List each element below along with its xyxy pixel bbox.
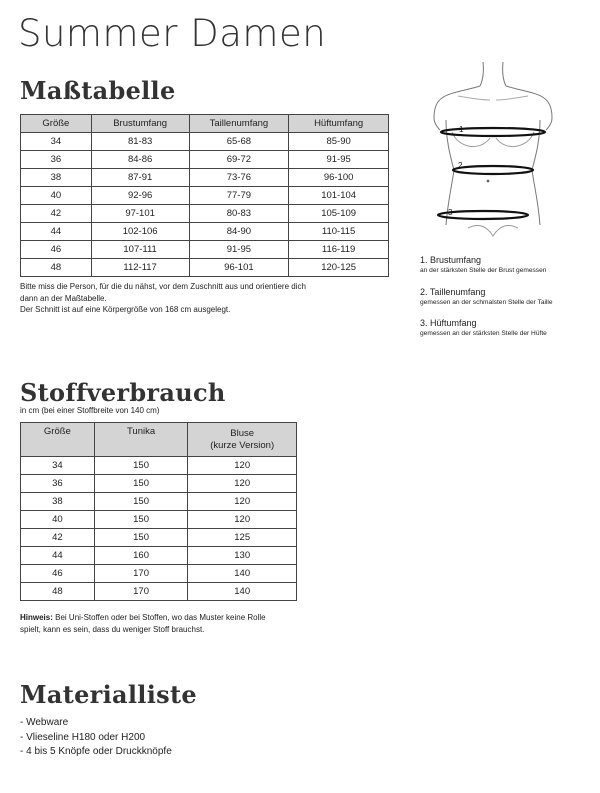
table-cell: 91-95 bbox=[289, 151, 389, 169]
table-cell: 150 bbox=[94, 475, 188, 493]
marker-2: 2 bbox=[458, 161, 463, 170]
table-cell: 84-90 bbox=[189, 223, 289, 241]
table-cell: 34 bbox=[21, 133, 92, 151]
stoff-table-header bbox=[21, 423, 297, 457]
table-cell: 160 bbox=[94, 547, 188, 565]
table-cell: 112-117 bbox=[91, 259, 189, 277]
table-cell: 107-111 bbox=[91, 241, 189, 259]
marker-1: 1 bbox=[459, 125, 464, 134]
table-cell: 96-101 bbox=[189, 259, 289, 277]
mass-header-taille: Taillenumfang bbox=[189, 115, 289, 133]
legend-huefte bbox=[420, 318, 547, 338]
table-cell: 140 bbox=[188, 565, 297, 583]
table-cell: 65-68 bbox=[189, 133, 289, 151]
table-cell: 85-90 bbox=[289, 133, 389, 151]
list-item: - Vlieseline H180 oder H200 bbox=[20, 731, 146, 743]
legend-title: 2. Taillenumfang bbox=[420, 287, 486, 297]
stoff-heading: Stoffverbrauch bbox=[20, 378, 226, 407]
table-cell: 36 bbox=[21, 151, 92, 169]
table-row bbox=[21, 493, 297, 511]
table-cell: 73-76 bbox=[189, 169, 289, 187]
table-cell: 46 bbox=[21, 565, 95, 583]
table-cell: 150 bbox=[94, 493, 188, 511]
table-cell: 130 bbox=[188, 547, 297, 565]
list-item: - 4 bis 5 Knöpfe oder Druckknöpfe bbox=[20, 746, 172, 757]
legend-brust bbox=[420, 255, 546, 275]
table-cell: 120 bbox=[188, 457, 297, 475]
table-cell: 34 bbox=[21, 457, 95, 475]
hint-text-line2: spielt, kann es sein, dass du weniger Stoff brauchst. bbox=[20, 624, 205, 634]
mass-header-groesse: Größe bbox=[21, 115, 92, 133]
marker-3: 3 bbox=[448, 208, 453, 217]
stoff-header-bluse bbox=[188, 423, 297, 457]
table-row bbox=[21, 259, 389, 277]
legend-title: 3. Hüftumfang bbox=[420, 318, 477, 328]
mass-table bbox=[20, 114, 389, 277]
table-row bbox=[21, 133, 389, 151]
table-cell: 120-125 bbox=[289, 259, 389, 277]
table-cell: 105-109 bbox=[289, 205, 389, 223]
stoff-hint bbox=[20, 612, 340, 635]
table-cell: 110-115 bbox=[289, 223, 389, 241]
table-cell: 150 bbox=[94, 529, 188, 547]
table-cell: 44 bbox=[21, 547, 95, 565]
mass-heading: Maßtabelle bbox=[20, 76, 176, 105]
stoff-subtitle: in cm (bei einer Stoffbreite von 140 cm) bbox=[20, 406, 160, 415]
table-cell: 150 bbox=[94, 457, 188, 475]
list-item: - Webware bbox=[20, 717, 69, 728]
table-row bbox=[21, 187, 389, 205]
stoff-header-bluse-line1: Bluse bbox=[230, 427, 255, 439]
legend-title: 1. Brustumfang bbox=[420, 255, 482, 265]
mass-note-line: dann an der Maßtabelle. bbox=[20, 293, 107, 303]
table-cell: 91-95 bbox=[189, 241, 289, 259]
table-cell: 116-119 bbox=[289, 241, 389, 259]
table-cell: 38 bbox=[21, 169, 92, 187]
mass-header-brust: Brustumfang bbox=[91, 115, 189, 133]
table-row bbox=[21, 205, 389, 223]
stoff-header-bluse-line2: (kurze Version) bbox=[210, 439, 275, 451]
table-row bbox=[21, 583, 297, 601]
table-cell: 80-83 bbox=[189, 205, 289, 223]
table-cell: 46 bbox=[21, 241, 92, 259]
table-cell: 150 bbox=[94, 511, 188, 529]
table-row bbox=[21, 223, 389, 241]
table-cell: 40 bbox=[21, 511, 95, 529]
table-cell: 77-79 bbox=[189, 187, 289, 205]
table-cell: 44 bbox=[21, 223, 92, 241]
page-title: Summer Damen bbox=[18, 12, 327, 55]
table-cell: 42 bbox=[21, 529, 95, 547]
table-cell: 120 bbox=[188, 493, 297, 511]
material-heading: Materialliste bbox=[20, 680, 197, 709]
legend-sub: gemessen an der schmalsten Stelle der Taille bbox=[420, 299, 553, 306]
table-cell: 42 bbox=[21, 205, 92, 223]
mass-header-huefte: Hüftumfang bbox=[289, 115, 389, 133]
legend-taille bbox=[420, 287, 553, 307]
table-cell: 48 bbox=[21, 583, 95, 601]
stoff-table bbox=[20, 422, 297, 601]
table-row bbox=[21, 241, 389, 259]
hint-label: Hinweis: bbox=[20, 613, 53, 622]
hint-text: Bei Uni-Stoffen oder bei Stoffen, wo das Muster keine Rolle bbox=[52, 613, 266, 622]
table-row bbox=[21, 565, 297, 583]
mass-note-line: Der Schnitt ist auf eine Körpergröße von 168 cm ausgelegt. bbox=[20, 305, 231, 314]
table-cell: 120 bbox=[188, 475, 297, 493]
legend-sub: an der stärksten Stelle der Brust gemessen bbox=[420, 267, 547, 274]
table-cell: 96-100 bbox=[289, 169, 389, 187]
table-row bbox=[21, 169, 389, 187]
stoff-header-groesse: Größe bbox=[21, 423, 95, 457]
table-cell: 87-91 bbox=[91, 169, 189, 187]
table-cell: 36 bbox=[21, 475, 95, 493]
table-cell: 48 bbox=[21, 259, 92, 277]
stoff-header-tunika: Tunika bbox=[94, 423, 188, 457]
body-measurement-figure bbox=[428, 60, 558, 240]
table-row bbox=[21, 547, 297, 565]
table-row bbox=[21, 151, 389, 169]
table-cell: 170 bbox=[94, 565, 188, 583]
table-row bbox=[21, 475, 297, 493]
mass-note bbox=[20, 281, 400, 316]
material-list bbox=[20, 716, 172, 760]
table-cell: 81-83 bbox=[91, 133, 189, 151]
table-row bbox=[21, 457, 297, 475]
table-cell: 102-106 bbox=[91, 223, 189, 241]
waist-band bbox=[453, 166, 533, 174]
table-cell: 40 bbox=[21, 187, 92, 205]
mass-table-header bbox=[21, 115, 389, 133]
table-cell: 38 bbox=[21, 493, 95, 511]
mass-note-line: Bitte miss die Person, für die du nähst, vor dem Zuschnitt aus und orientiere dich bbox=[20, 282, 306, 291]
table-row bbox=[21, 511, 297, 529]
legend-sub: gemessen an der stärksten Stelle der Hüfte bbox=[420, 330, 547, 337]
bust-band bbox=[441, 128, 545, 136]
table-cell: 125 bbox=[188, 529, 297, 547]
table-cell: 101-104 bbox=[289, 187, 389, 205]
table-row bbox=[21, 529, 297, 547]
table-cell: 120 bbox=[188, 511, 297, 529]
table-cell: 97-101 bbox=[91, 205, 189, 223]
table-cell: 170 bbox=[94, 583, 188, 601]
table-cell: 69-72 bbox=[189, 151, 289, 169]
table-cell: 140 bbox=[188, 583, 297, 601]
table-cell: 84-86 bbox=[91, 151, 189, 169]
table-cell: 92-96 bbox=[91, 187, 189, 205]
